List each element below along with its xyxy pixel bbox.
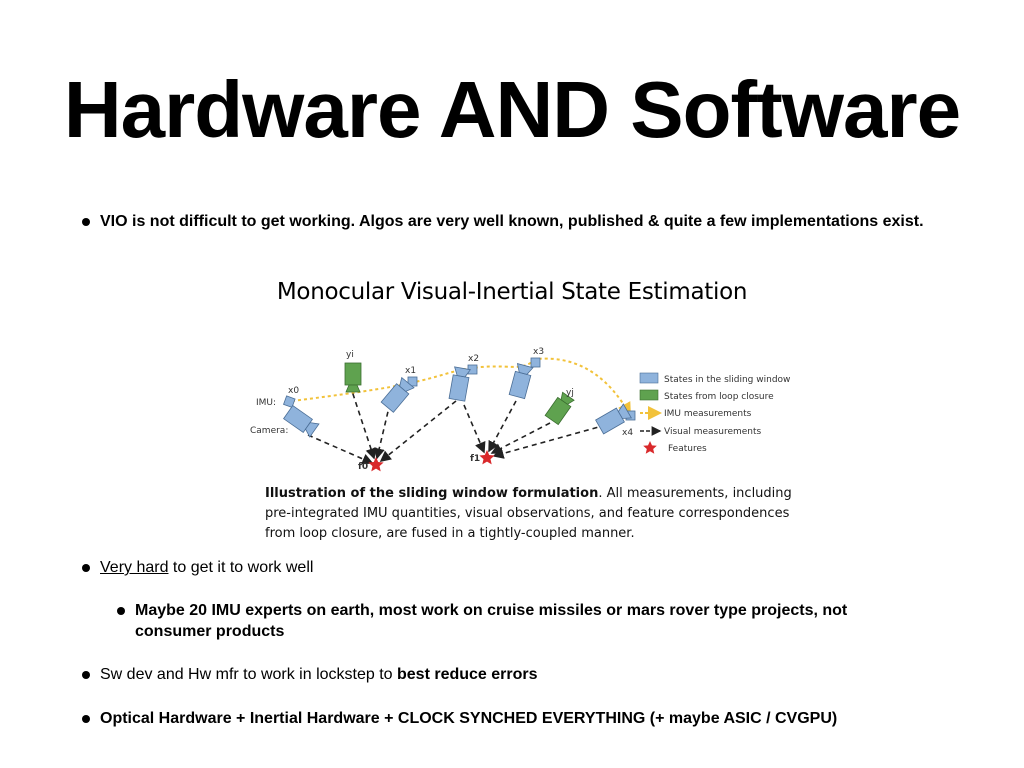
bullet-very-hard [82, 557, 982, 578]
bullet-dot [82, 715, 90, 723]
caption-text: . All measurements, including pre-integrated IMU quantities, visual observations, and feature correspondences from loop closure, are fused in a tightly-coupled manner. [265, 486, 792, 541]
legend-feature-star [643, 441, 657, 454]
very-hard-rest: to get it to work well [168, 559, 314, 576]
diagram-legend [640, 373, 790, 454]
label-yi: yi [346, 350, 354, 360]
legend-sliding-swatch [640, 373, 658, 383]
bullet-dot [82, 564, 90, 572]
lockstep-bold: best reduce errors [397, 666, 538, 683]
bullet-text: Optical Hardware + Inertial Hardware + CLOCK SYNCHED EVERYTHING (+ maybe ASIC / CVGPU) [100, 710, 838, 727]
legend-sliding: States in the sliding window [664, 375, 791, 385]
bullet-dot [82, 671, 90, 679]
feature-f0-star [368, 457, 383, 471]
bullet-text [100, 557, 313, 578]
label-x4: x4 [622, 428, 634, 438]
legend-visual: Visual measurements [664, 427, 762, 437]
bullet-text: VIO is not difficult to get working. Algos are very well known, published & quite a few implementations exist. [100, 213, 924, 230]
lockstep-normal: Sw dev and Hw mfr to work in lockstep to [100, 666, 397, 683]
label-x3: x3 [533, 347, 545, 357]
label-x2: x2 [468, 354, 480, 364]
slide-title: Hardware AND Software [63, 65, 961, 154]
label-camera: Camera: [250, 426, 289, 436]
sliding-window-diagram [250, 343, 810, 473]
caption-bold: Illustration of the sliding window formulation [265, 486, 599, 501]
legend-loop: States from loop closure [664, 392, 774, 402]
label-imu: IMU: [256, 398, 277, 408]
bullet-dot [117, 607, 125, 615]
label-x1: x1 [405, 366, 417, 376]
sub-bullet-imu-experts [117, 600, 897, 642]
bullet-optical-inertial [82, 708, 982, 729]
bullet-lockstep [82, 664, 982, 685]
camera-state-x3 [509, 364, 533, 399]
camera-state-x0 [284, 406, 319, 437]
bullet-text [100, 664, 538, 685]
visual-measurements-f1 [464, 401, 606, 456]
label-x0: x0 [288, 386, 300, 396]
figure-title: Monocular Visual-Inertial State Estimation [276, 279, 748, 305]
very-hard-underlined: Very hard [100, 559, 169, 576]
label-f0: f0 [358, 462, 369, 472]
legend-loop-swatch [640, 390, 658, 400]
label-f1: f1 [470, 454, 481, 464]
imu-state-x3 [531, 358, 540, 367]
label-yj: yj [566, 388, 574, 398]
figure-caption [265, 484, 805, 541]
legend-imu: IMU measurements [664, 409, 752, 419]
legend-features: Features [668, 444, 707, 454]
bullet-dot [82, 218, 90, 226]
bullet-text: Maybe 20 IMU experts on earth, most work on cruise missiles or mars rover type projects, not consumer products [135, 602, 848, 640]
loop-state-yi [345, 363, 361, 392]
bullet-vio-not-difficult [82, 211, 982, 232]
